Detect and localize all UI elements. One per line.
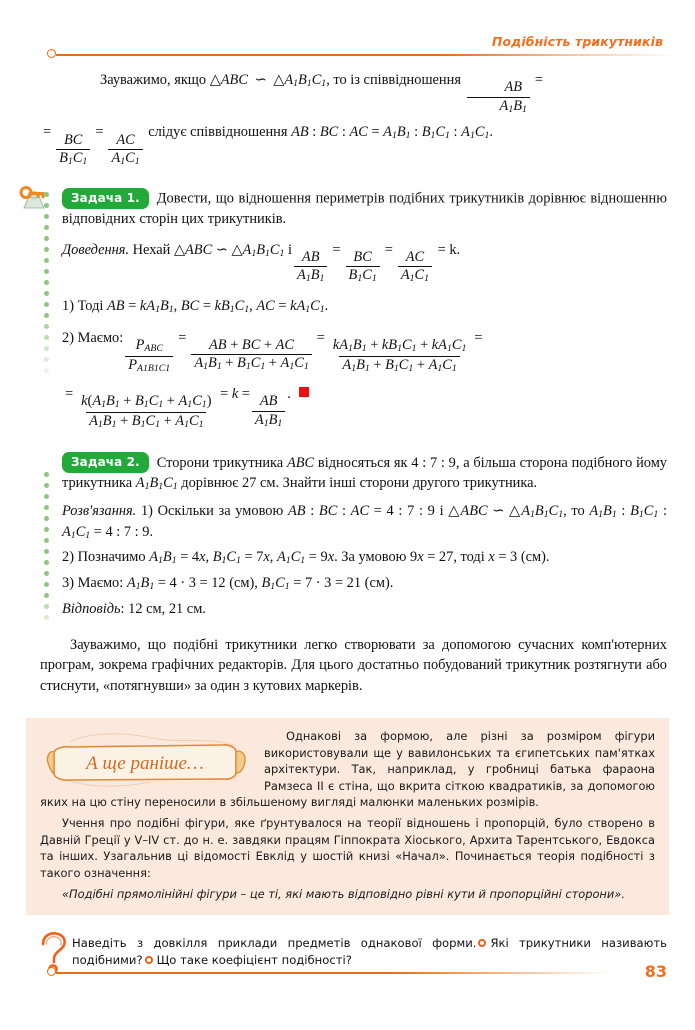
step-2-label: 2) Маємо: <box>62 329 124 346</box>
task-2-step-3 <box>62 573 667 594</box>
task-2-statement-line <box>62 452 667 494</box>
page-content <box>0 70 695 969</box>
task-2-answer <box>62 599 667 619</box>
history-paragraph-2: Учення про подібні фігури, яке ґрунтувалося на теорії відношень і пропорцій, було створено в Давній Греції у V–IV ст. до н. е. завдяки працям Гіппократа Хіоського, Архита Тарентського, Евдокса та інших. Узагальнив ці відомості Евклід у шостій книзі «Начал». Починається теорія подібності з такого означення: <box>40 816 655 880</box>
task-2-step-1-text: 1) Оскільки за умовою AB : BC : AC = 4 : 7 : 9 і △ABC ∽ $\triangle A_1B_1C_1$, то $A_1B_1$ : $B_1C_1$ : $A_1C_1 = 4$ : 7 : 9. <box>62 503 667 542</box>
scroll-banner-icon <box>40 730 254 792</box>
history-paragraph-1: Однакові за формою, але різні за розміром фігури використовували ще у вавилонських та єгипетських пам'ятках архітектури. Так, наприклад, у гробниці батька фараона Рамзеса II є стіна, що вкрита сіткою квадратиків, за допомогою яких на цю стіну переносили в збільшеному вигляді малюнки маленьких розмірів. <box>40 729 655 810</box>
task-1-step-2-cont: = $\frac{k(A_1B_1 + B_1C_1 + A_1C_1)}{A_1B_1 + B_1C_1 + A_1C_1}$ = k = $\frac{AB}{A_1B_1}$ . <box>62 384 667 430</box>
task-2-step-3-text: 3) Маємо: $A_1B_1 = 4 \cdot 3 = 12$ (см), $B_1C_1 = 7 \cdot 3 = 21$ (см). <box>62 574 394 592</box>
history-box <box>26 718 669 914</box>
task-2-step-2-text: 2) Позначимо $A_1B_1 = 4x$, $B_1C_1 = 7x$, $A_1C_1 = 9x$. За умовою 9x = 27, тоді x = 3 (см). <box>62 549 550 567</box>
fraction-ac-a1c1: $\frac{AC}{A_1C_1}$ <box>108 133 142 168</box>
circle-marker-icon <box>47 49 56 58</box>
task-2-step-1 <box>62 501 667 543</box>
proof-fraction-3: $\frac{AC}{A_1C_1}$ <box>398 250 432 285</box>
task-1-statement-line <box>62 188 667 229</box>
fraction-bc-b1c1: $\frac{BC}{B_1C_1}$ <box>56 133 90 168</box>
proof-equals-k: = k. <box>437 241 461 258</box>
task-1-statement: Довести, що відношення периметрів подібних трикутників дорівнює відношенню відповідних сторін цих трикутників. <box>62 190 667 228</box>
task-dot-rail <box>44 192 51 428</box>
intro-ratio: AB : BC : AC = $A_1B_1$ : $B_1C_1$ : $A_1C_1$. <box>291 124 493 142</box>
task-1-step-1 <box>62 296 667 317</box>
intro-paragraph: Зауважимо, якщо △ABC ∽ $\triangle A_1B_1C_1$, то із співвідношення $\frac{AB}{A_1B_1}$ = = $\frac{BC}{B_1C_1}$ = $\frac{AC}{A_1C_1}$ слідує співвідношення AB : BC : AC = $A_1B_1$ : $B_1C_1$ : $A_1C_1$. <box>43 72 544 167</box>
triangle-abc: △ABC <box>209 72 248 88</box>
header-rule <box>56 54 676 56</box>
page-footer <box>0 962 695 986</box>
ribbon-label: А ще раніше… <box>86 753 204 775</box>
proof-label: Доведення. <box>62 241 130 258</box>
intro-text-3: слідує співвідношення <box>148 124 292 141</box>
task-2-block <box>40 452 667 619</box>
proof-intro: Нехай △ABC ∽ $\triangle A_1B_1C_1$ і <box>132 241 293 259</box>
qed-marker <box>299 387 309 397</box>
history-quote: «Подібні прямолінійні фігури – це ті, які мають відповідно рівні кути й пропорційні сторони». <box>62 887 625 902</box>
circle-marker-icon-footer <box>47 967 56 976</box>
task-1-block <box>40 188 667 430</box>
sum-fraction: $\frac{AB + BC + AC}{A_1B_1 + B_1C_1 + A_1C_1}$ <box>191 338 311 373</box>
k-sum-fraction: $\frac{kA_1B_1 + kB_1C_1 + kA_1C_1}{A_1B_1 + B_1C_1 + A_1C_1}$ <box>332 337 467 374</box>
answer-label: Відповідь <box>62 600 121 617</box>
note-paragraph: Зауважимо, що подібні трикутники легко створювати за допомогою сучасних комп'ютерних програм, зокрема графічних редакторів. Для цього достатньо побудований трикутник розтягнути або стиснути, «потягнувши» за один з кутових маркерів. <box>40 637 667 694</box>
result-fraction: $\frac{AB}{A_1B_1}$ <box>252 394 285 429</box>
task-1-badge: Задача 1. <box>62 188 149 209</box>
task-2-dot-rail <box>44 472 51 617</box>
footer-rule <box>56 972 611 974</box>
circle-bullet-icon <box>478 939 486 947</box>
proof-fraction-1: $\frac{AB}{A_1B_1}$ <box>294 250 327 285</box>
factored-fraction: $\frac{k(A_1B_1 + B_1C_1 + A_1C_1)}{A_1B_1 + B_1C_1 + A_1C_1}$ <box>81 393 212 430</box>
question-1: Наведіть з довкілля приклади предметів однакової форми. <box>72 935 477 950</box>
page-title: Подібність трикутників <box>491 34 663 49</box>
question-3: Що таке коефіцієнт подібності? <box>156 952 352 967</box>
page-header <box>0 34 695 64</box>
task-2-badge: Задача 2. <box>62 452 149 473</box>
task-1-proof-line: Доведення. Нехай △ABC ∽ $\triangle A_1B_1C_1$ і $\frac{AB}{A_1B_1}$ = $\frac{BC}{B_1C_1}$ = $\frac{AC}{A_1C_1}$ = k. <box>62 241 461 285</box>
proof-fraction-2: $\frac{BC}{B_1C_1}$ <box>346 250 380 285</box>
intro-text-2: , то із співвідношення <box>326 72 465 88</box>
task-2-step-2 <box>62 547 667 568</box>
task-2-statement: Сторони трикутника ABC відносяться як 4 : 7 : 9, а більша сторона подібного йому трикутника $A_1B_1C_1$ дорівнює 27 см. Знайти інші сторони другого трикутника. <box>62 454 668 493</box>
similar-symbol: ∽ <box>254 72 267 88</box>
result-equals-k: = k = <box>220 385 250 402</box>
intro-text-1: Зауважимо, якщо <box>100 72 210 88</box>
perimeter-ratio-fraction: $\frac{P_{ABC}}{P_{A1B1C1}}$ <box>125 338 173 374</box>
step-1-text: 1) Тоді AB = $kA_1B_1$, BC = $kB_1C_1$, AC = $kA_1C_1$. <box>62 297 329 315</box>
task-1-step-2: 2) Маємо: $\frac{P_{ABC}}{P_{A1B1C1}}$ = $\frac{AB + BC + AC}{A_1B_1 + B_1C_1 + A_1C_1}$ = $\frac{kA_1B_1 + kB_1C_1 + kA_1C_1}{A_1B_1 + B_1C_1 + A_1C_1}$ = <box>62 329 483 374</box>
triangle-a1b1c1: $\triangle A_1B_1C_1$ <box>273 72 327 90</box>
question-2: Які трикутники називають подібними? <box>72 935 667 967</box>
answer-value: : 12 см, 21 см. <box>120 600 206 617</box>
solution-label: Розв'язання. <box>62 503 137 520</box>
page-number: 83 <box>644 962 667 981</box>
fraction-ab-a1b1: $\frac{AB}{A_1B_1}$ <box>467 80 530 115</box>
